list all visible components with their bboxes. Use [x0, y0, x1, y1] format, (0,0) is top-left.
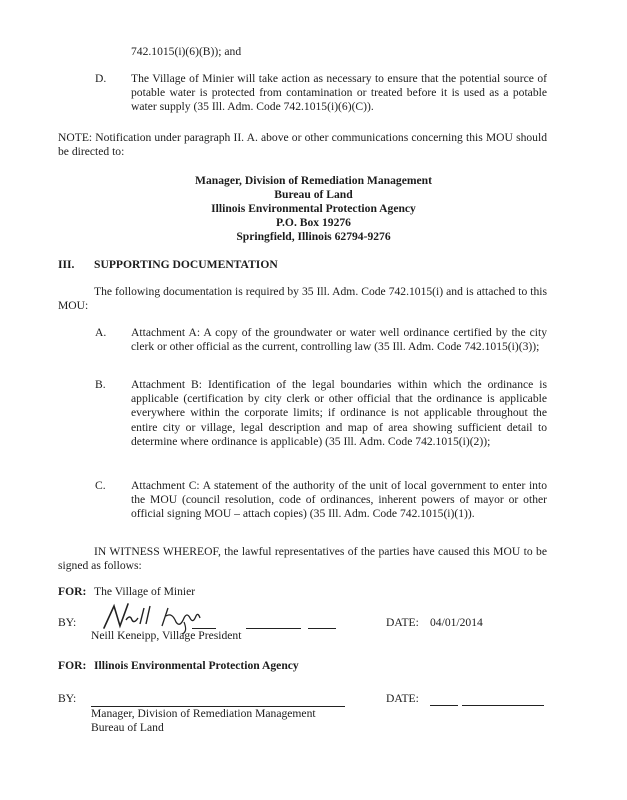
party1-for-label: FOR:: [58, 585, 87, 598]
party2-by-label: BY:: [58, 692, 77, 705]
party2-signer-line1: Manager, Division of Remediation Management: [91, 707, 316, 720]
party1-date-value: 04/01/2014: [430, 616, 483, 629]
party2-signer-line2: Bureau of Land: [91, 721, 164, 734]
party2-for-label: FOR:: [58, 659, 87, 672]
address-line-1: Manager, Division of Remediation Management: [195, 174, 432, 187]
note-paragraph: NOTE: Notification under paragraph II. A. above or other communications concerning this MOU should be directed to:: [58, 131, 547, 159]
party1-signer: Neill Keneipp, Village President: [91, 629, 242, 642]
witness-paragraph: IN WITNESS WHEREOF, the lawful representatives of the parties have caused this MOU to be signed as follows:: [58, 545, 547, 573]
section-title: SUPPORTING DOCUMENTATION: [94, 258, 278, 271]
address-line-4: P.O. Box 19276: [276, 216, 351, 229]
party1-by-label: BY:: [58, 616, 77, 629]
continuation-line: 742.1015(i)(6)(B)); and: [131, 45, 242, 58]
section-intro: The following documentation is required by 35 Ill. Adm. Code 742.1015(i) and is attached to this MOU:: [58, 285, 547, 313]
attachment-c-letter: C.: [95, 479, 106, 492]
item-d-letter: D.: [95, 72, 107, 85]
party1-name: The Village of Minier: [94, 585, 196, 598]
attachment-a-text: Attachment A: A copy of the groundwater or water well ordinance certified by the city clerk or other official as the current, controlling law (35 Ill. Adm. Code 742.1015(i)(3));: [131, 326, 547, 354]
attachment-b-letter: B.: [95, 378, 106, 391]
attachment-a-letter: A.: [95, 326, 107, 339]
attachment-b-text: Attachment B: Identification of the legal boundaries within which the ordinance is applicable (certification by city clerk or other official that the ordinance is applicable everywhere within the corporate limits; if ordinance is not applicable throughout the entire city or village, legal description and map of area showing sufficient detail to determine where ordinance is applicable) (35 Ill. Adm. Code 742.1015(i)(2));: [131, 378, 547, 448]
item-d-text: The Village of Minier will take action as necessary to ensure that the potential source of potable water is protected from contamination or treated before it is used as a potable water supply (35 Ill. Adm. Code 742.1015(i)(6)(C)).: [131, 72, 547, 114]
address-line-3: Illinois Environmental Protection Agency: [211, 202, 416, 215]
party2-date-label: DATE:: [386, 692, 419, 705]
party1-date-label: DATE:: [386, 616, 419, 629]
party2-name: Illinois Environmental Protection Agency: [94, 659, 299, 672]
address-line-5: Springfield, Illinois 62794-9276: [236, 230, 391, 243]
attachment-c-text: Attachment C: A statement of the authority of the unit of local government to enter into the MOU (council resolution, code of ordinances, inherent powers of mayor or other official signing MOU – attach copies) (35 Ill. Adm. Code 742.1015(i)(1)).: [131, 479, 547, 521]
section-number: III.: [58, 258, 75, 271]
address-line-2: Bureau of Land: [274, 188, 353, 201]
